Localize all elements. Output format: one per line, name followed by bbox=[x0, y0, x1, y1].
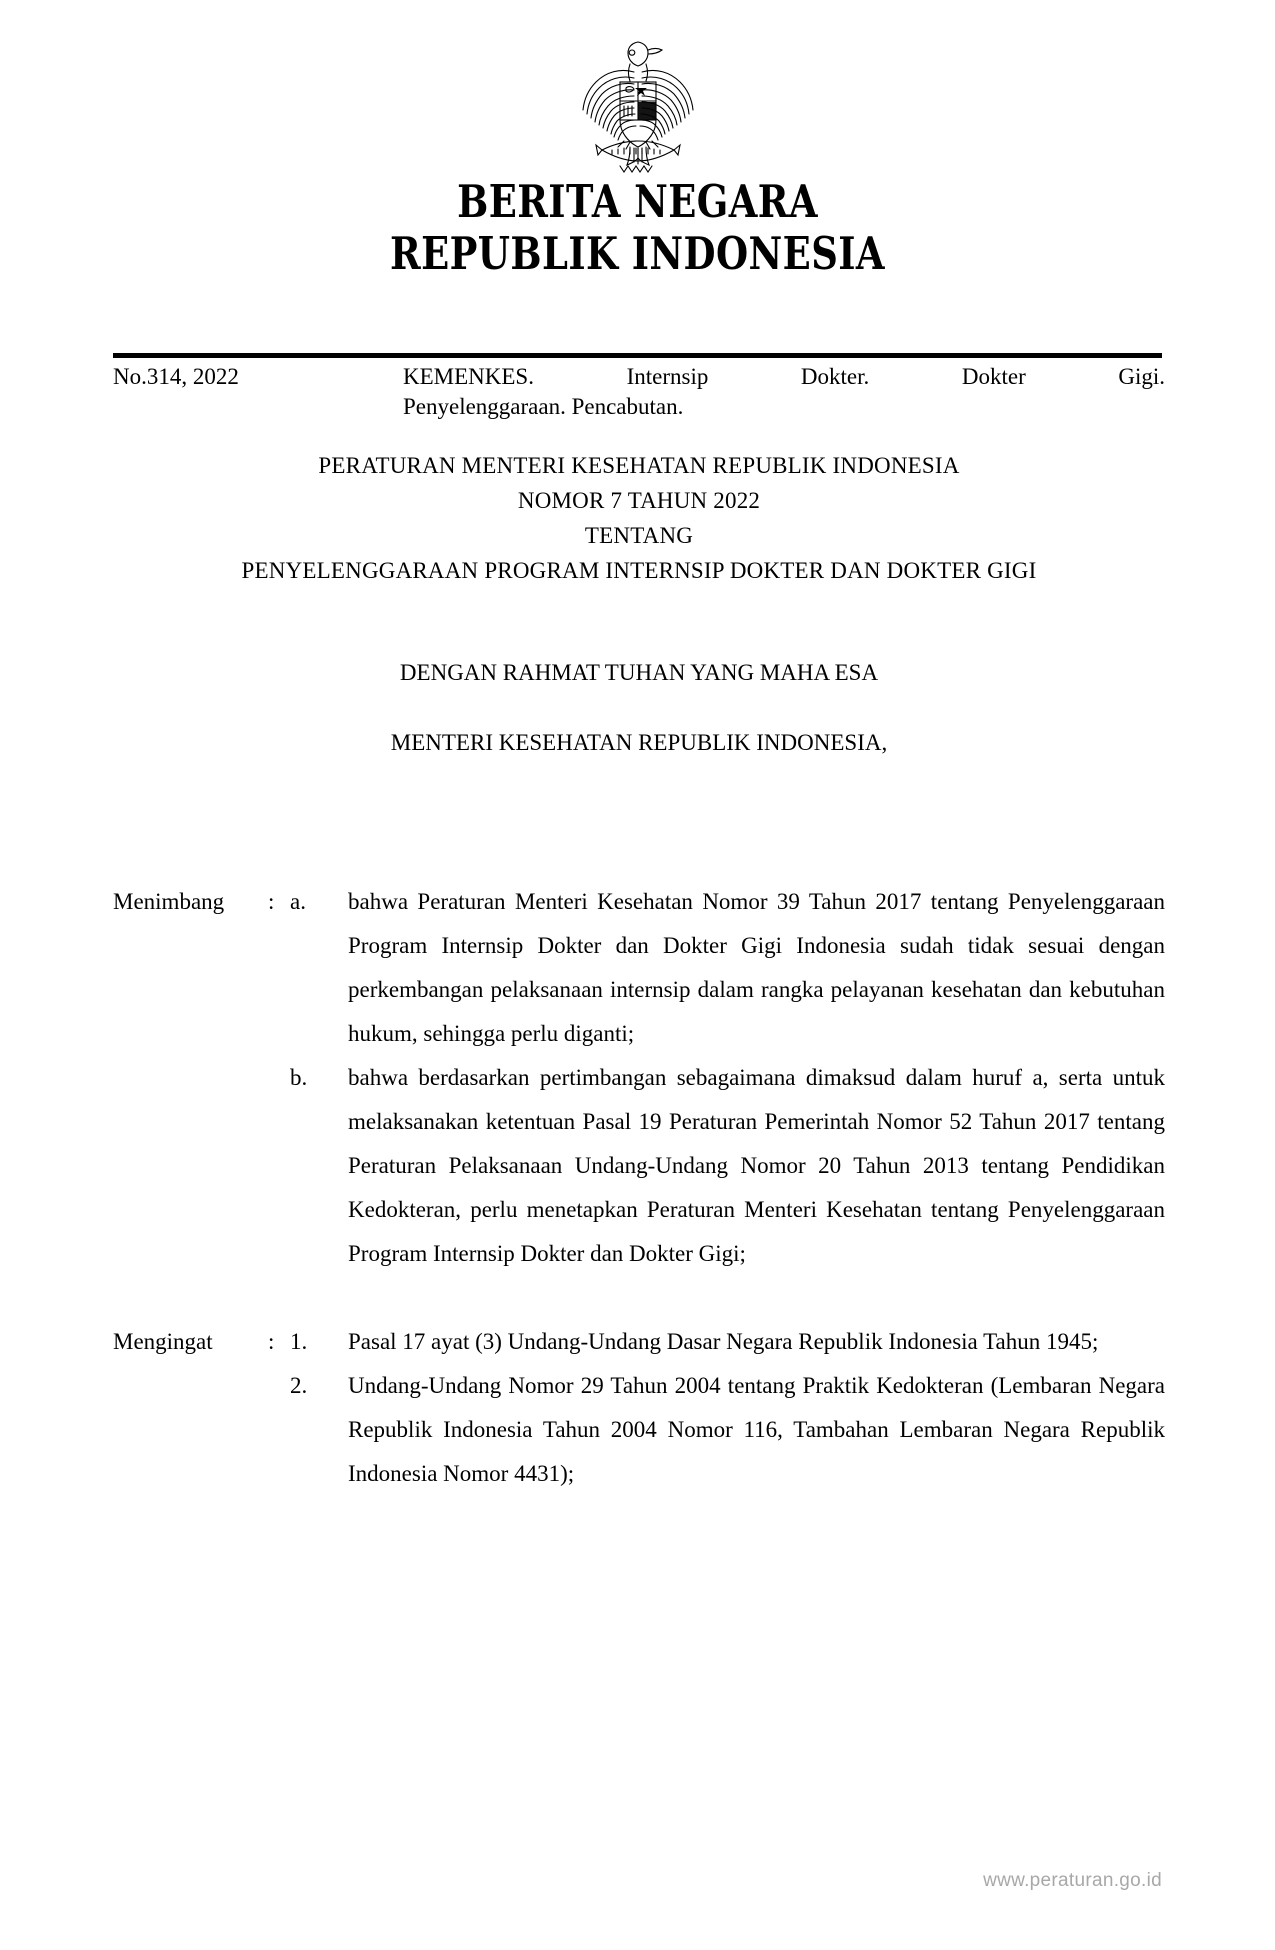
mengingat-group bbox=[113, 1320, 1165, 1496]
invocation-line: DENGAN RAHMAT TUHAN YANG MAHA ESA bbox=[399, 660, 879, 685]
masthead bbox=[0, 176, 1275, 280]
source-watermark: www.peraturan.go.id bbox=[983, 1870, 1162, 1891]
title-authority: PERATURAN MENTERI KESEHATAN REPUBLIK INDONESIA bbox=[318, 453, 960, 478]
menimbang-text-a: bahwa Peraturan Menteri Kesehatan Nomor 39 Tahun 2017 tentang Penyelenggaraan Program Internsip Dokter dan Dokter Gigi Indonesia sudah tidak sesuai dengan perkembangan pelaksanaan internsip dalam rangka pelayanan kesehatan dan kebutuhan hukum, sehingga perlu diganti; bbox=[348, 889, 1165, 1046]
clause-section-gap bbox=[113, 1276, 1165, 1320]
mengingat-marker-1: 1. bbox=[290, 1329, 308, 1354]
clause-sections bbox=[113, 880, 1165, 1496]
menimbang-marker-b: b. bbox=[290, 1065, 308, 1090]
menimbang-label: Menimbang bbox=[113, 889, 225, 914]
title-number: NOMOR 7 TAHUN 2022 bbox=[517, 488, 761, 513]
regulation-title-block bbox=[113, 448, 1165, 588]
menimbang-item-a bbox=[113, 880, 1165, 1056]
emblem-container bbox=[0, 28, 1275, 173]
mengingat-item-1 bbox=[113, 1320, 1165, 1364]
gazette-subject-keywords bbox=[403, 362, 1165, 422]
menimbang-text-b: bahwa berdasarkan pertimbangan sebagaimana dimaksud dalam huruf a, serta untuk melaksanakan ketentuan Pasal 19 Peraturan Pemerintah Nomor 52 Tahun 2017 tentang Peraturan Pelaksanaan Undang-Undang Nomor 20 Tahun 2013 tentang Pendidikan Kedokteran, perlu menetapkan Peraturan Menteri Kesehatan tentang Penyelenggaraan Program Internsip Dokter dan Dokter Gigi; bbox=[348, 1065, 1165, 1266]
gazette-subject-line-2: Penyelenggaraan. Pencabutan. bbox=[403, 394, 684, 419]
menimbang-colon: : bbox=[268, 889, 275, 914]
gazette-number: No.314, 2022 bbox=[113, 364, 239, 389]
mengingat-item-2 bbox=[113, 1364, 1165, 1496]
gazette-subject-line-1: KEMENKES. Internsip Dokter. Dokter Gigi. bbox=[403, 364, 1165, 389]
garuda-pancasila-emblem bbox=[568, 28, 708, 173]
menimbang-group bbox=[113, 880, 1165, 1276]
mengingat-text-1: Pasal 17 ayat (3) Undang-Undang Dasar Negara Republik Indonesia Tahun 1945; bbox=[348, 1329, 1099, 1354]
mengingat-text-2: Undang-Undang Nomor 29 Tahun 2004 tentang Praktik Kedokteran (Lembaran Negara Republik Indonesia Tahun 2004 Nomor 116, Tambahan Lembaran Negara Republik Indonesia Nomor 4431); bbox=[348, 1373, 1165, 1486]
mengingat-label: Mengingat bbox=[113, 1329, 213, 1354]
header-divider-rule bbox=[113, 353, 1162, 358]
masthead-line-republik-indonesia: REPUBLIK INDONESIA bbox=[390, 227, 885, 280]
gazette-header-row bbox=[113, 362, 1165, 422]
title-subject: PENYELENGGARAAN PROGRAM INTERNSIP DOKTER DAN DOKTER GIGI bbox=[241, 558, 1037, 583]
title-tentang-label: TENTANG bbox=[584, 523, 694, 548]
ministry-line: MENTERI KESEHATAN REPUBLIK INDONESIA, bbox=[390, 730, 888, 755]
masthead-line-berita-negara: BERITA NEGARA bbox=[457, 175, 818, 228]
menimbang-marker-a: a. bbox=[290, 889, 306, 914]
mengingat-colon: : bbox=[268, 1329, 275, 1354]
mengingat-marker-2: 2. bbox=[290, 1373, 308, 1398]
menimbang-item-b bbox=[113, 1056, 1165, 1276]
